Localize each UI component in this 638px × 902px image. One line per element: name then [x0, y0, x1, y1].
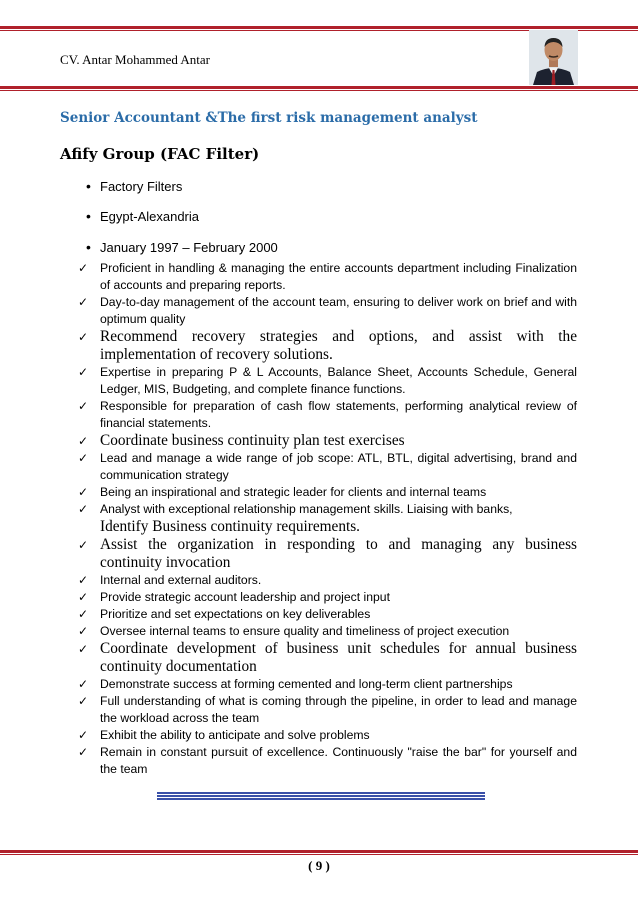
- page-number: ( 9 ): [308, 858, 330, 873]
- duties-list: [78, 260, 577, 778]
- list-item: ✓ Remain in constant pursuit of excellence. Continuously "raise the bar" for yourself and the team: [78, 745, 577, 776]
- check-icon: ✓: [78, 642, 89, 656]
- check-icon: ✓: [78, 624, 89, 638]
- check-icon: ✓: [78, 590, 89, 604]
- check-icon: ✓: [78, 502, 89, 516]
- list-item: ✓ Provide strategic account leadership and project input: [78, 590, 390, 604]
- header-name: CV. Antar Mohammed Antar: [60, 52, 210, 67]
- check-icon: ✓: [78, 261, 89, 275]
- list-item: ✓ Assist the organization in responding to and managing any business continuity invocation: [78, 536, 577, 571]
- check-icon: ✓: [78, 607, 89, 621]
- check-icon: ✓: [78, 365, 89, 379]
- check-icon: ✓: [78, 745, 89, 759]
- list-item: ✓ Proficient in handling & managing the entire accounts department including Finalization of accounts and preparing reports.: [78, 261, 577, 292]
- list-item: ✓ Analyst with exceptional relationship management skills. Liaising with banks,: [78, 502, 513, 516]
- header-rule: [0, 86, 638, 91]
- list-item: ✓ Oversee internal teams to ensure quality and timeliness of project execution: [78, 624, 510, 638]
- detail-dates: • January 1997 – February 2000: [100, 240, 278, 255]
- check-icon: ✓: [78, 295, 89, 309]
- list-item: ✓ Demonstrate success at forming cemented and long-term client partnerships: [78, 677, 513, 691]
- detail-location: • Egypt-Alexandria: [100, 209, 199, 224]
- list-item: ✓ Full understanding of what is coming through the pipeline, in order to lead and manage the workload across the team: [78, 694, 577, 725]
- footer-rule: [0, 850, 638, 855]
- profile-photo: [529, 30, 578, 85]
- check-icon: ✓: [78, 728, 89, 742]
- list-item: ✓ Exhibit the ability to anticipate and solve problems: [78, 728, 370, 742]
- check-icon: ✓: [78, 399, 89, 413]
- list-item: ✓ Coordinate business continuity plan test exercises: [78, 432, 405, 449]
- list-item: ✓ Responsible for preparation of cash flow statements, performing analytical review of financial statements.: [78, 399, 577, 430]
- check-icon: ✓: [78, 694, 89, 708]
- check-icon: ✓: [78, 573, 89, 587]
- list-item-continuation: Identify Business continuity requirements.: [100, 518, 361, 535]
- list-item: ✓ Day-to-day management of the account team, ensuring to deliver work on brief and with optimum quality: [78, 295, 577, 326]
- job-title: Senior Accountant &The first risk management analyst: [60, 110, 478, 126]
- check-icon: ✓: [78, 451, 89, 465]
- list-item: ✓ Lead and manage a wide range of job scope: ATL, BTL, digital advertising, brand and communication strategy: [78, 451, 577, 482]
- check-icon: ✓: [78, 485, 89, 499]
- list-item: ✓ Prioritize and set expectations on key deliverables: [78, 607, 371, 621]
- list-item: ✓ Expertise in preparing P & L Accounts, Balance Sheet, Accounts Schedule, General Ledger, MIS, Budgeting, and complete finance functions.: [78, 365, 577, 396]
- section-divider: [157, 792, 485, 801]
- company-name: Afify Group (FAC Filter): [60, 145, 260, 163]
- check-icon: ✓: [78, 330, 89, 344]
- check-icon: ✓: [78, 434, 89, 448]
- list-item: ✓ Recommend recovery strategies and options, and assist with the implementation of recovery solutions.: [78, 328, 577, 363]
- detail-industry: • Factory Filters: [100, 179, 182, 194]
- list-item: ✓ Internal and external auditors.: [78, 573, 262, 587]
- person-photo-icon: [529, 30, 578, 85]
- check-icon: ✓: [78, 677, 89, 691]
- check-icon: ✓: [78, 538, 89, 552]
- list-item: ✓ Being an inspirational and strategic leader for clients and internal teams: [78, 485, 487, 499]
- list-item: ✓ Coordinate development of business unit schedules for annual business continuity documentation: [78, 640, 577, 675]
